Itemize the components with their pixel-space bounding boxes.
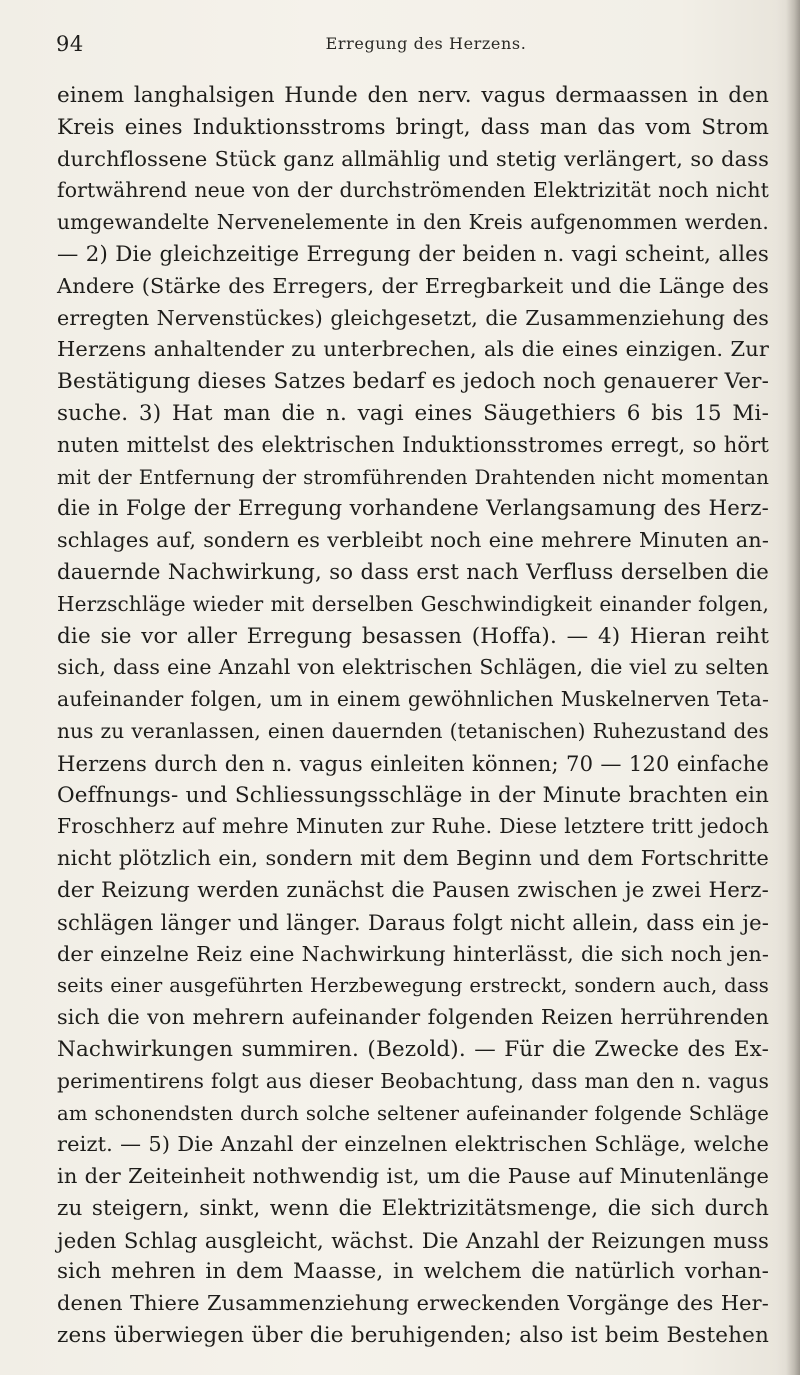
text-line: reizt. — 5) Die Anzahl der einzelnen elektrischen Schläge, welche	[57, 1132, 769, 1157]
text-line: durchflossene Stück ganz allmählig und stetig verlängert, so dass	[57, 146, 769, 171]
text-line: nus zu veranlassen, einen dauernden (tetanischen) Ruhezustand des	[57, 718, 769, 743]
text-line: einem langhalsigen Hunde den nerv. vagus dermaassen in den	[57, 83, 769, 108]
page-header	[56, 30, 756, 58]
text-line: fortwährend neue von der durchströmenden Elektrizität noch nicht	[57, 178, 769, 203]
text-line: Herzens durch den n. vagus einleiten können; 70 — 120 einfache	[57, 750, 769, 776]
text-line: Froschherz auf mehre Minuten zur Ruhe. Diese letztere tritt jedoch	[57, 814, 769, 839]
text-line: schlages auf, sondern es verbleibt noch eine mehrere Minuten an-	[57, 528, 769, 553]
text-line: die sie vor aller Erregung besassen (Hoffa). — 4) Hieran reiht	[57, 623, 769, 649]
text-line: Bestätigung dieses Satzes bedarf es jedoch noch genauerer Ver-	[57, 369, 769, 395]
text-line: der einzelne Reiz eine Nachwirkung hinterlässt, die sich noch jen-	[57, 941, 769, 966]
text-line: jeden Schlag ausgleicht, wächst. Die Anzahl der Reizungen muss	[57, 1227, 769, 1253]
text-line: die in Folge der Erregung vorhandene Verlangsamung des Herz-	[57, 496, 769, 522]
text-line: seits einer ausgeführten Herzbewegung erstreckt, sondern auch, dass	[57, 974, 769, 998]
text-line: zens überwiegen über die beruhigenden; also ist beim Bestehen	[57, 1323, 769, 1349]
text-line: schlägen länger und länger. Daraus folgt nicht allein, dass ein je-	[57, 909, 769, 935]
text-line: sich die von mehrern aufeinander folgenden Reizen herrührenden	[57, 1005, 769, 1030]
text-line: sich, dass eine Anzahl von elektrischen Schlägen, die viel zu selten	[57, 655, 769, 680]
running-head: Erregung des Herzens.	[325, 34, 527, 53]
text-line: Kreis eines Induktionsstroms bringt, dass man das vom Strom	[57, 114, 769, 140]
text-line: Andere (Stärke des Erregers, der Erregbarkeit und die Länge des	[57, 273, 769, 298]
text-line: zu steigern, sinkt, wenn die Elektrizitätsmenge, die sich durch	[57, 1195, 769, 1221]
page-edge-shadow	[786, 0, 800, 1375]
text-line: Herzschläge wieder mit derselben Geschwindigkeit einander folgen,	[57, 591, 769, 616]
text-line: suche. 3) Hat man die n. vagi eines Säugethiers 6 bis 15 Mi-	[57, 400, 769, 426]
text-line: mit der Entfernung der stromführenden Drahtenden nicht momentan	[57, 465, 769, 489]
text-line: Oeffnungs- und Schliessungsschläge in der Minute brachten ein	[57, 782, 769, 808]
text-line: — 2) Die gleichzeitige Erregung der beiden n. vagi scheint, alles	[57, 241, 769, 267]
text-line: sich mehren in dem Maasse, in welchem die natürlich vorhan-	[57, 1259, 769, 1285]
text-line: in der Zeiteinheit nothwendig ist, um die Pause auf Minutenlänge	[57, 1164, 769, 1189]
page-number: 94	[56, 32, 84, 56]
text-line: denen Thiere Zusammenziehung erweckenden Vorgänge des Her-	[57, 1291, 769, 1316]
body-text	[57, 80, 769, 1352]
text-line: aufeinander folgen, um in einem gewöhnlichen Muskelnerven Teta-	[57, 687, 769, 712]
text-line: dauernde Nachwirkung, so dass erst nach Verfluss derselben die	[57, 559, 769, 585]
text-line: perimentirens folgt aus dieser Beobachtung, dass man den n. vagus	[57, 1068, 769, 1093]
text-line: der Reizung werden zunächst die Pausen zwischen je zwei Herz-	[57, 877, 769, 903]
text-line: Herzens anhaltender zu unterbrechen, als die eines einzigen. Zur	[57, 337, 769, 362]
text-line: umgewandelte Nervenelemente in den Kreis aufgenommen werden.	[57, 210, 769, 235]
text-line: Nachwirkungen summiren. (Bezold). — Für die Zwecke des Ex-	[57, 1036, 769, 1062]
text-line: nuten mittelst des elektrischen Induktionsstromes erregt, so hört	[57, 432, 769, 457]
text-line: nicht plötzlich ein, sondern mit dem Beginn und dem Fortschritte	[57, 846, 769, 871]
text-line: erregten Nervenstückes) gleichgesetzt, die Zusammenziehung des	[57, 305, 769, 330]
text-line: am schonendsten durch solche seltener aufeinander folgende Schläge	[57, 1101, 769, 1125]
